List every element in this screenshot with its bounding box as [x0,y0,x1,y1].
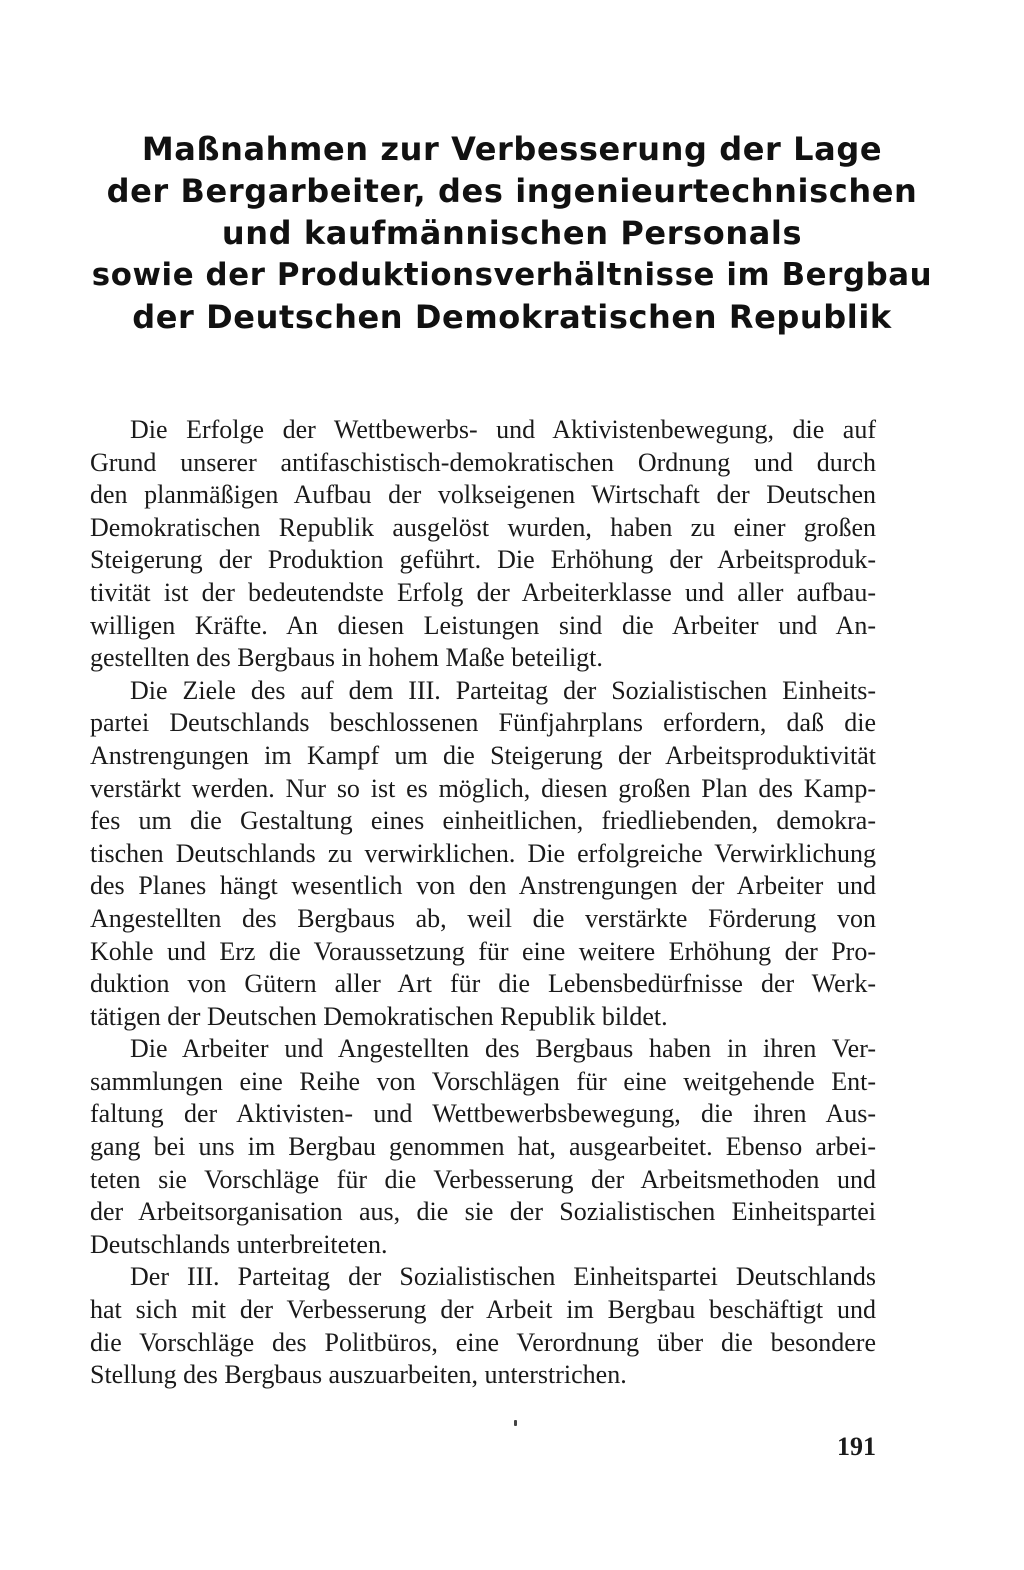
text-line: die Vorschläge des Politbüros, eine Verordnung über die besondere [90,1327,876,1357]
title-line: der Deutschen Demokratischen Republik [132,298,892,336]
text-line: Angestellten des Bergbaus ab, weil die verstärkte Förderung von [90,903,876,933]
text-line: willigen Kräfte. An diesen Leistungen sind die Arbeiter und An- [90,610,876,640]
text-line: Die Erfolge der Wettbewerbs- und Aktivistenbewegung, die auf [130,415,876,444]
text-line: des Planes hängt wesentlich von den Anstrengungen der Arbeiter und [90,871,876,901]
text-line: fes um die Gestaltung eines einheitlichen, friedliebenden, demokra- [90,806,876,836]
paragraph [90,1033,876,1261]
text-line: Deutschlands unterbreiteten. [90,1229,388,1259]
text-line: teten sie Vorschläge für die Verbesserung der Arbeitsmethoden und [90,1164,876,1194]
text-line: sammlungen eine Reihe von Vorschlägen für eine weitgehende Ent- [90,1066,876,1096]
title-line: sowie der Produktionsverhältnisse im Bergbau [91,257,933,293]
text-line: partei Deutschlands beschlossenen Fünfjahrplans erfordern, daß die [90,708,876,738]
text-line: gang bei uns im Bergbau genommen hat, ausgearbeitet. Ebenso arbei- [90,1132,876,1162]
text-line: Grund unserer antifaschistisch-demokratischen Ordnung und durch [90,447,876,477]
text-line: hat sich mit der Verbesserung der Arbeit im Bergbau beschäftigt und [90,1295,876,1325]
page-title [90,128,934,338]
title-line: der Bergarbeiter, des ingenieurtechnischen [106,172,918,210]
text-line: den planmäßigen Aufbau der volkseigenen Wirtschaft der Deutschen [90,480,876,510]
paragraph [90,1261,876,1391]
title-line: Maßnahmen zur Verbesserung der Lage [141,130,883,168]
text-line: gestellten des Bergbaus in hohem Maße beteiligt. [90,643,603,673]
text-line: Die Ziele des auf dem III. Parteitag der Sozialistischen Einheits- [130,675,876,705]
text-line: duktion von Gütern aller Art für die Lebensbedürfnisse der Werk- [90,969,876,999]
text-line: Der III. Parteitag der Sozialistischen Einheitspartei Deutschlands [130,1262,876,1292]
text-line: Stellung des Bergbaus auszuarbeiten, unterstrichen. [90,1360,627,1390]
text-line: verstärkt werden. Nur so ist es möglich, diesen großen Plan des Kamp- [90,773,876,803]
page-number: 191 [837,1432,876,1461]
text-line: tivität ist der bedeutendste Erfolg der Arbeiterklasse und aller aufbau- [90,577,876,607]
paragraph [90,414,876,675]
text-line: Demokratischen Republik ausgelöst wurden, haben zu einer großen [90,512,876,542]
text-line: Die Arbeiter und Angestellten des Bergbaus haben in ihren Ver- [130,1034,876,1064]
title-line: und kaufmännischen Personals [221,214,803,252]
body-text [90,414,876,1392]
text-line: Kohle und Erz die Voraussetzung für eine weitere Erhöhung der Pro- [90,936,876,966]
text-line: der Arbeitsorganisation aus, die sie der Sozialistischen Einheitspartei [90,1197,876,1227]
text-line: tätigen der Deutschen Demokratischen Republik bildet. [90,1001,668,1031]
text-line: faltung der Aktivisten- und Wettbewerbsbewegung, die ihren Aus- [90,1099,876,1129]
text-line: Steigerung der Produktion geführt. Die Erhöhung der Arbeitsproduk- [90,545,876,575]
text-line: Anstrengungen im Kampf um die Steigerung der Arbeitsproduktivität [90,740,876,770]
text-line: tischen Deutschlands zu verwirklichen. Die erfolgreiche Verwirklichung [90,838,876,868]
paragraph [90,675,876,1034]
print-speck [514,1420,517,1426]
